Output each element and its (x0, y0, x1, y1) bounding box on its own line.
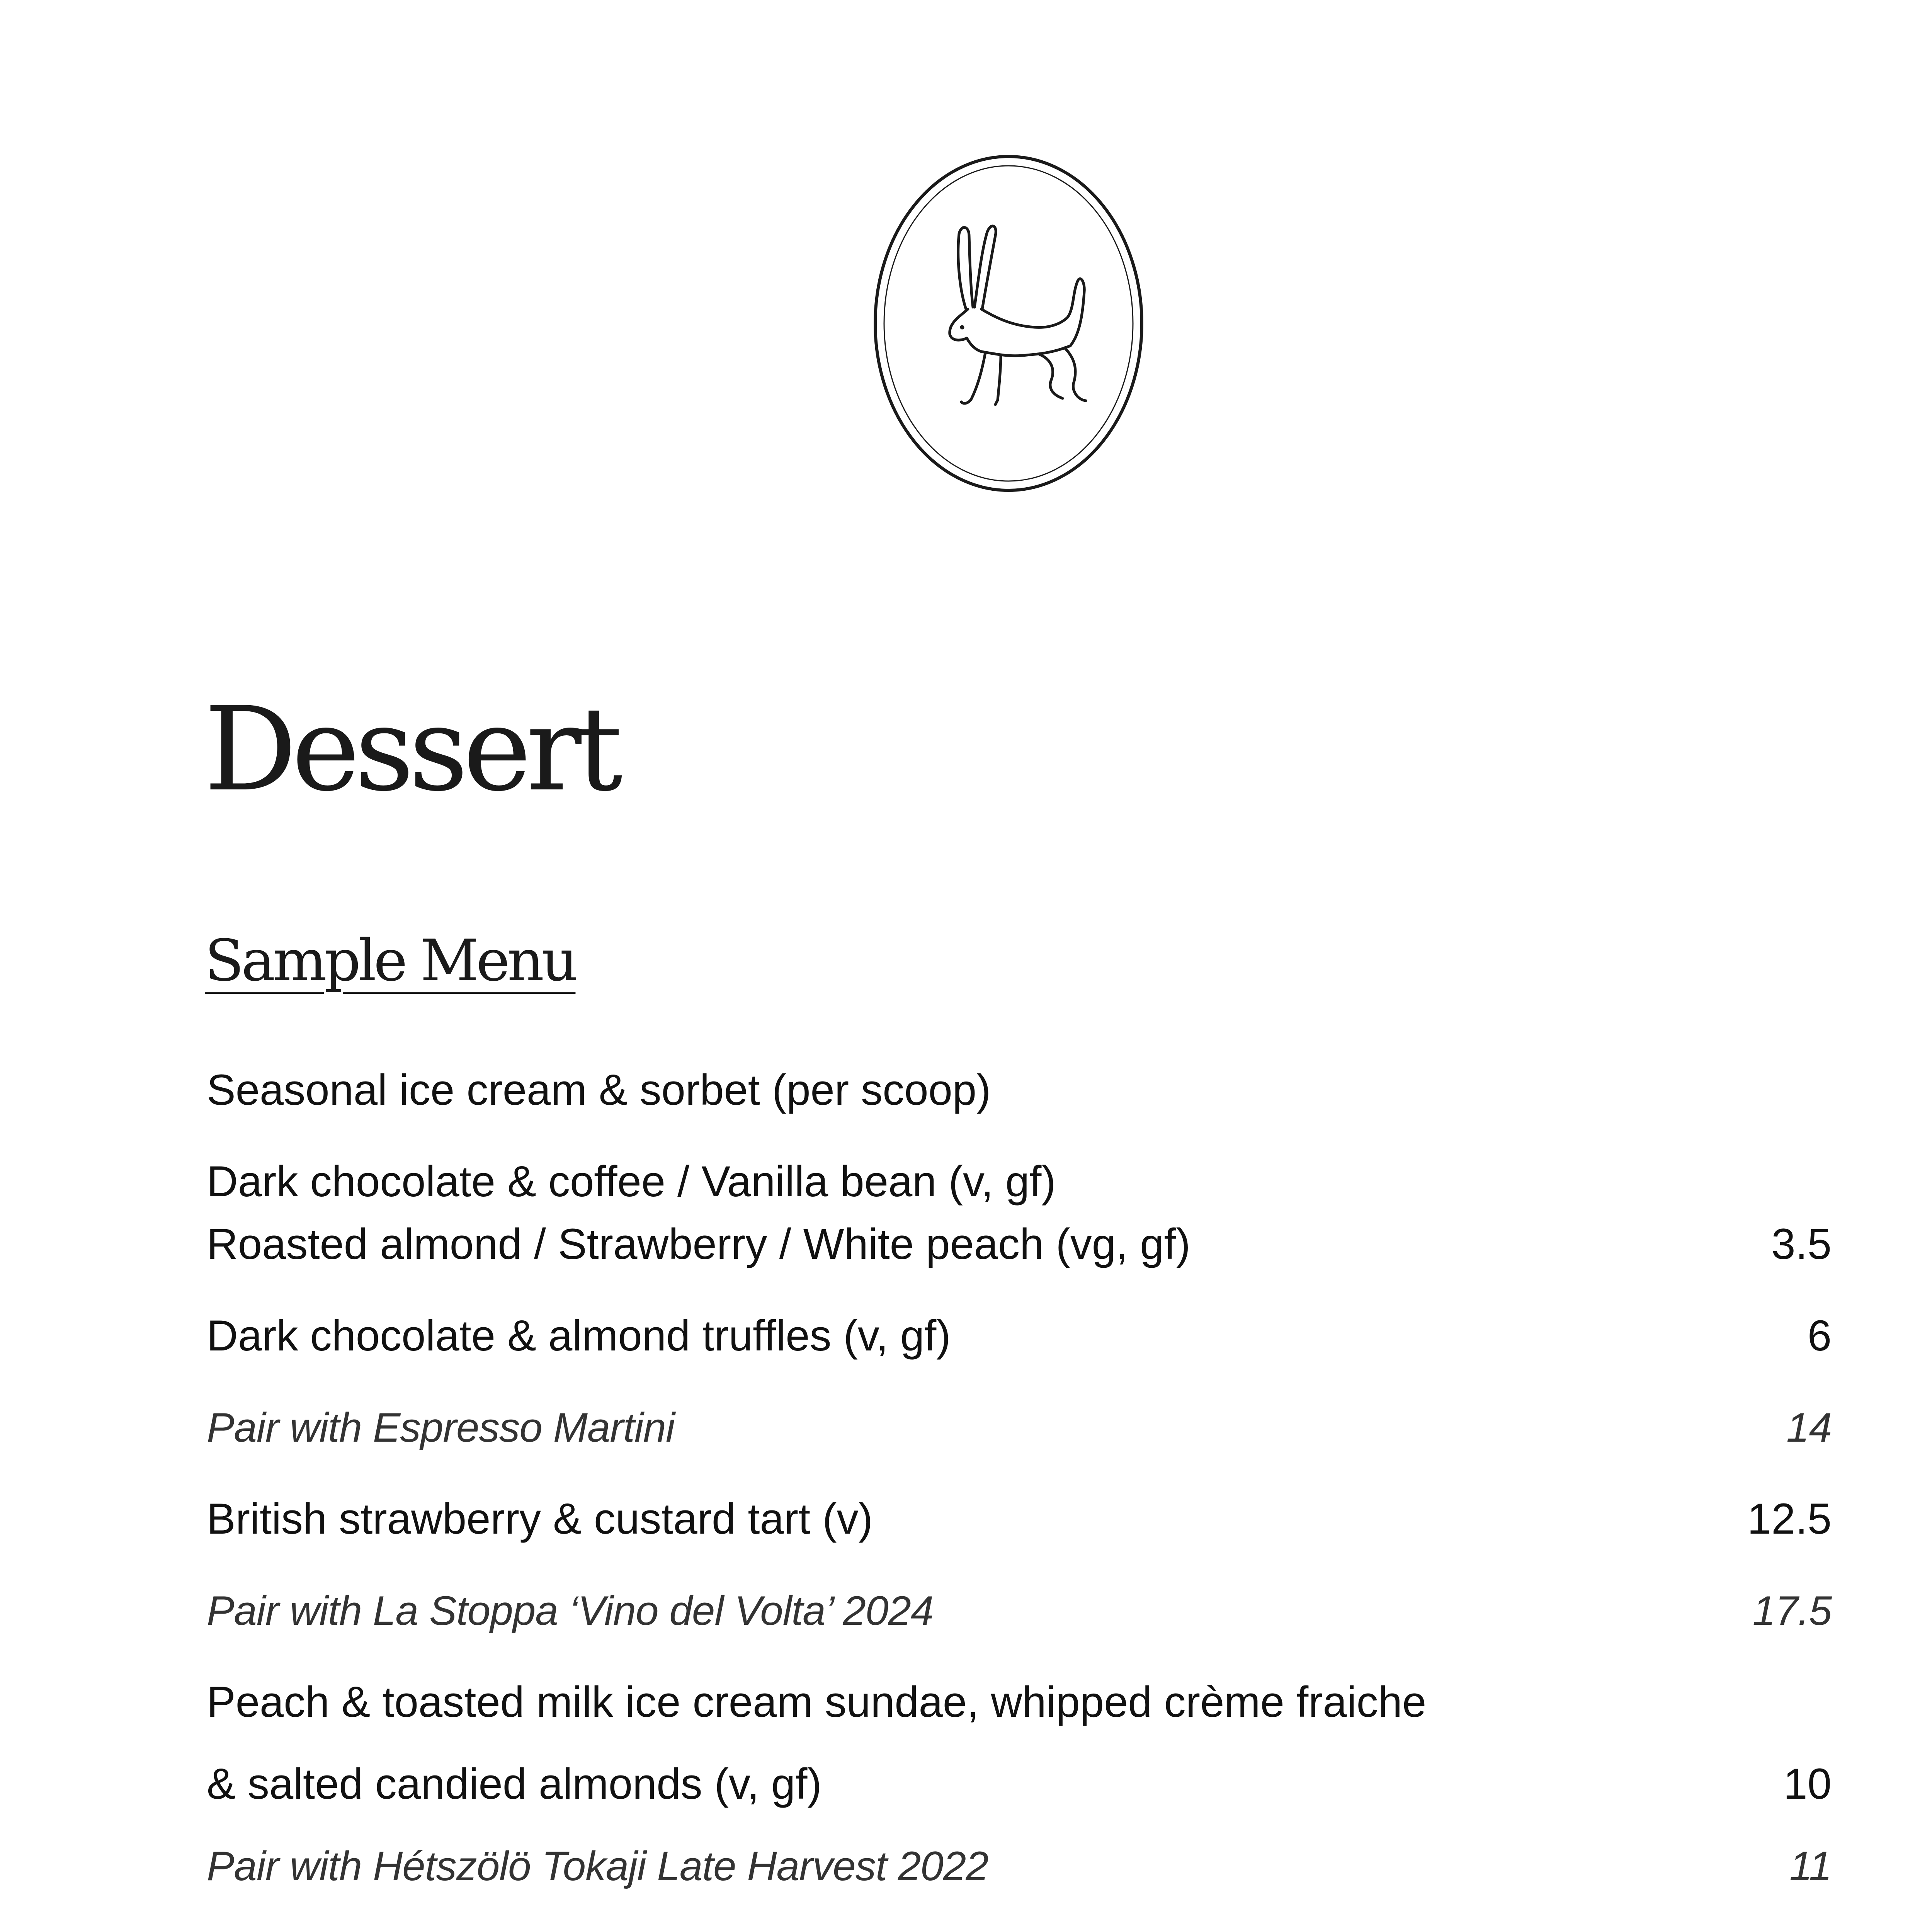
menu-item-name: Dark chocolate & coffee / Vanilla bean (v, gf) (207, 1157, 1056, 1206)
menu-item-price: 10 (1783, 1760, 1832, 1808)
pairing-name: Pair with La Stoppa ‘Vino del Volta’ 2024 (207, 1587, 934, 1634)
menu-item (207, 1671, 1832, 1815)
page-subtitle: Sample Menu (205, 927, 576, 994)
menu-item-name-line2: Roasted almond / Strawberry / White peach (vg, gf) (207, 1220, 1190, 1268)
menu-item-name: Seasonal ice cream & sorbet (per scoop) (207, 1066, 991, 1114)
menu-item-name-line2: & salted candied almonds (v, gf) (207, 1760, 822, 1808)
menu-item (207, 1304, 1832, 1367)
menu-item (207, 1150, 1832, 1276)
pairing-price: 17.5 (1752, 1587, 1832, 1634)
menu-item (207, 1488, 1832, 1550)
menu-item-name: Dark chocolate & almond truffles (v, gf) (207, 1311, 951, 1360)
pairing-price: 14 (1786, 1404, 1832, 1451)
menu-item-price: 3.5 (1771, 1220, 1832, 1268)
dessert-menu-list (207, 1059, 1832, 1932)
pairing-name: Pair with Hétszölö Tokaji Late Harvest 2022 (207, 1843, 988, 1889)
pairing-price: 11 (1789, 1843, 1832, 1889)
menu-item-name: Peach & toasted milk ice cream sundae, whipped crème fraiche (207, 1678, 1427, 1726)
menu-item-name: British strawberry & custard tart (v) (207, 1495, 873, 1543)
menu-item-price: 12.5 (1747, 1495, 1832, 1543)
pairing-item (207, 1396, 1832, 1459)
menu-item-price: 6 (1807, 1311, 1832, 1360)
pairing-name: Pair with Espresso Martini (207, 1404, 675, 1451)
hare-seal-icon (869, 153, 1148, 495)
menu-item (207, 1059, 1832, 1121)
page-title: Dessert (204, 682, 617, 817)
pairing-item (207, 1835, 1832, 1897)
pairing-item (207, 1579, 1832, 1642)
